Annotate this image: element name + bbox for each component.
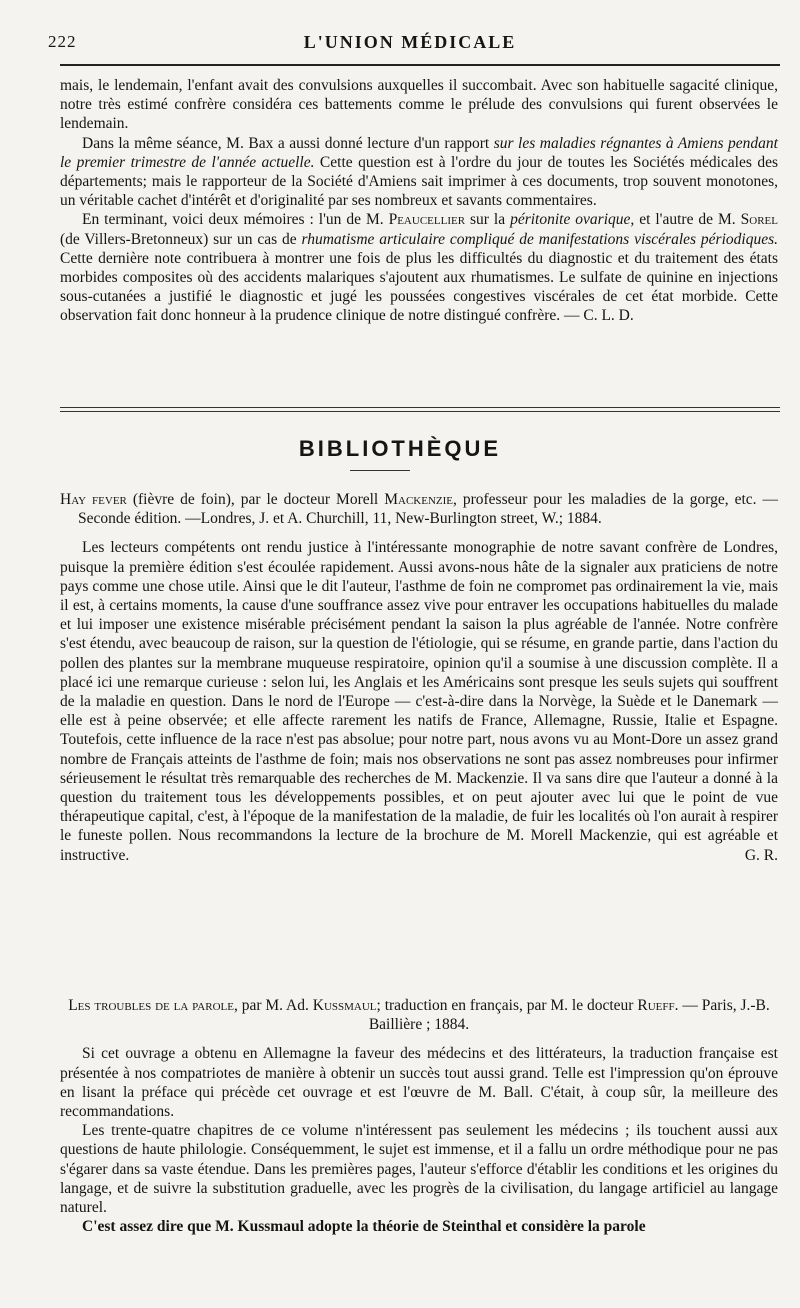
paragraph [60,210,778,325]
book-citation [60,490,778,528]
text-run: et l'autre de M. [634,211,741,229]
review-troubles-parole [60,996,778,1236]
text-run: Cette question est à l'ordre du jour de toutes les Sociétés médicales des départements; mais le rapporteur de la Société d'Amiens sait imprimer à ces documents, trop souvent monotones, un véritable cachet d'intérêt et d'originalité par ses nombreux et savants commentaires. [60,153,778,210]
book-title: Hay fever [60,491,127,508]
book-title: Les troubles de la parole [68,997,234,1014]
section-title: BIBLIOTHÈQUE [298,436,502,461]
section-divider [60,407,780,408]
page-number: 222 [48,32,77,51]
review-signature: G. R. [744,846,778,864]
text-run: , par M. Ad. [233,997,313,1014]
text-run: ; traduction en français, par M. le docteur [376,997,638,1014]
review-paragraph: Les lecteurs compétents ont rendu justice à l'intéressante monographie de notre savant confrère de Londres, puisque la première édition s'est écoulée rapidement. Aussi avons-nous hâte de la signaler aux praticiens de notre pays comme une chose utile. Ainsi que le dit l'auteur, l'asthme de foin ne compromet pas ordinairement la vie, mais il est, à certains moments, la cause d'une souffrance assez vive pour entraver les occupations habituelles du malade et lui imposer une existence misérable précisément pendant la saison la plus agréable de l'année. Notre confrère s'est étendu, avec beaucoup de raison, sur la question de l'étiologie, qui se résume, en grande partie, dans l'action du pollen des plantes sur la membrane muqueuse respiratoire, opinion qu'il a soumise à une discussion complète. Il a placé ici une remarque curieuse : selon lui, les Anglais et les Américains sont presque les seuls sujets qui souffrent de la maladie en question. Dans le nord de l'Europe — c'est-à-dire dans la Norvège, la Suède et le Danemark — elle est à peine observée; et elle affecte rarement les natifs de France, Allemagne, Russie, Italie et Espagne. Toutefois, cette influence de la race n'est pas absolue; pour notre part, nous avons vu au Mont-Dore un assez grand nombre de Français atteints de l'asthme de foin; mais nos observations ne sont pas assez nombreuses pour infirmer sérieusement le résultat très remarquable des recherches de M. Mackenzie. Il va sans dire que l'auteur a donné à la question du traitement tous les développements possibles, et on peut ajouter avec lui que le point de vue thérapeutique capital, c'est, à l'époque de la manifestation de la maladie, de fuir les localités où l'on aurait à respirer le funeste pollen. Nous recommandons la lecture de la brochure de M. Morell Mackenzie, qui est agréable et instructive. [60,539,778,864]
italic-title: sur les maladies régnantes à Amiens pendant le premier trimestre de l'année actuelle. [60,134,778,171]
review-paragraph: Si cet ouvrage a obtenu en Allemagne la faveur des médecins et des littérateurs, la traduction française est présentée à nos compatriotes de manière à obtenir un succès tout aussi grand. Telle est l'impression qu'on éprouve en lisant la préface qui précède cet ouvrage et est l'œuvre de M. Ball. C'était, à coup sûr, la meilleure des recommandations. [60,1045,778,1121]
paragraph [60,134,778,211]
text-run: En terminant, voici deux mémoires : l'un de M. [82,211,389,229]
book-citation [60,996,778,1034]
section-divider [60,411,780,412]
translator-name: Rueff [637,997,675,1014]
text-run: . — Paris, J.-B. Baillière ; 1884. [368,997,770,1034]
review-hay-fever [60,490,778,865]
review-paragraph: C'est assez dire que M. Kussmaul adopte la théorie de Steinthal et considère la parole [82,1218,646,1236]
author-name: Kussmaul [312,997,377,1014]
text-run: , professeur pour les maladies de la gorge, etc. — Seconde édition. —Londres, J. et A. Churchill, 11, New-Burlington street, W.; 1884. [78,491,779,528]
italic-title: péritonite ovarique, [510,211,635,229]
text-run: sur la [465,211,511,229]
text-run: (de Villers-Bretonneux) sur un cas de [60,230,302,248]
text-run: (fièvre de foin), par le docteur Morell [126,491,385,508]
text-run: Dans la même séance, M. Bax a aussi donné lecture d'un rapport [82,134,494,152]
running-title: L'UNION MÉDICALE [303,32,517,52]
page-header [48,32,772,62]
header-rule [60,64,780,66]
author-name: Mackenzie [384,491,453,508]
paragraph: mais, le lendemain, l'enfant avait des convulsions auxquelles il succombait. Avec son habituelle sagacité clinique, notre très estimé confrère considéra ces battements comme le prélude des convulsions qui furent observées le lendemain. [60,77,778,133]
author-name: Peaucellier [388,211,466,229]
title-underline [350,470,410,471]
review-paragraph: Les trente-quatre chapitres de ce volume n'intéressent pas seulement les médecins ; ils touchent aussi aux questions de haute philologie. Conséquemment, le sujet est immense, et il a fallu un ordre méthodique pour ne pas s'égarer dans sa vaste étendue. Dans les premières pages, l'auteur s'efforce d'établir les conditions et les origines du langage, et de suivre la substitution graduelle, avec les progrès de la civilisation, du langage artificiel au langage naturel. [60,1122,778,1217]
italic-title: rhumatisme articulaire compliqué de manifestations viscérales périodiques. [301,230,778,248]
medical-societies-section [60,76,778,326]
text-run: Cette dernière note contribuera à montrer une fois de plus les difficultés du diagnostic et du traitement des états morbides composites où des accidents malariques s'ajoutent aux rhumatismes. Le sulfate de quinine en injections sous-cutanées a justifié le diagnostic et jugé les poussées congestives viscérales de cet état morbide. Cette observation fait donc honneur à la prudence clinique de notre distingué confrère. — C. L. D. [60,249,778,325]
author-name: Sorel [740,211,778,229]
